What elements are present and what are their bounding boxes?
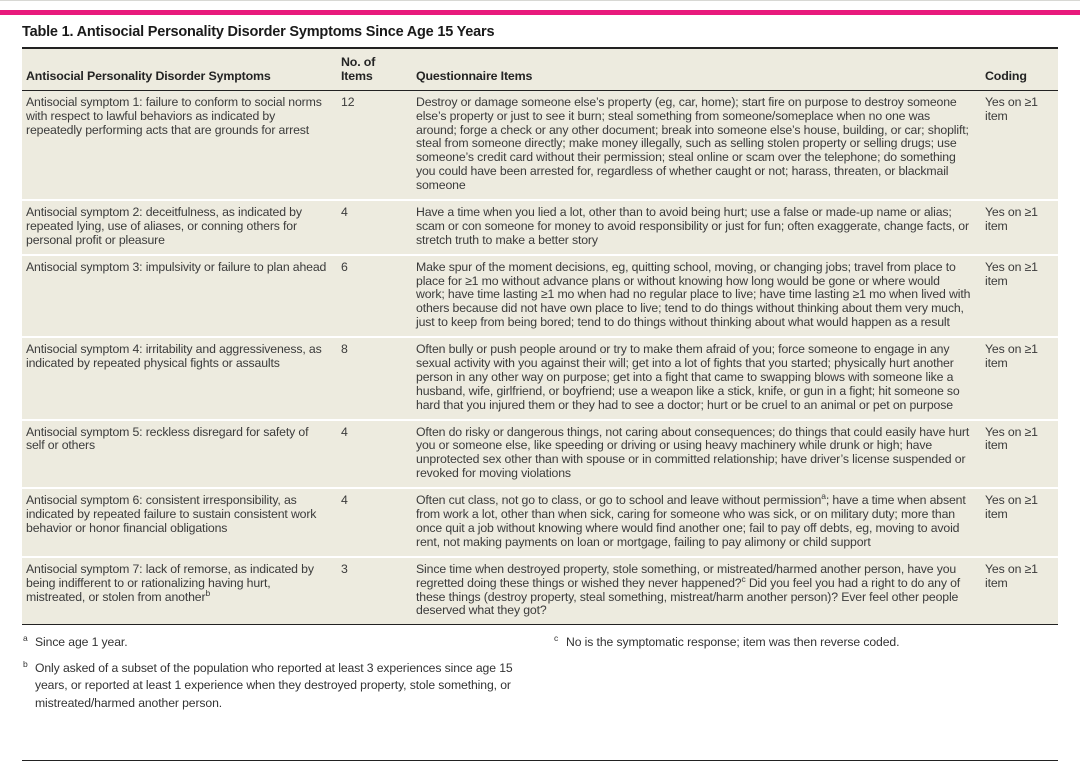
symptom-cell: [22, 489, 337, 556]
table-header-row: [22, 47, 1058, 91]
text-segment: Often do risky or dangerous things, not caring about consequences; do things that could easily have hurt you or someone else, like speeding or driving or using heavy machinery while drunk or high; have unprotected sex other than with spouse or in committed relationship; have driver’s license suspended or revoked for moving violations: [416, 424, 970, 481]
footnote-text: Only asked of a subset of the population who reported at least 3 experiences since age 15 years, or reported at least 1 experience when they destroyed property, stole something, or mistreated/harmed another person.: [35, 661, 513, 710]
text-segment: Antisocial symptom 6: consistent irresponsibility, as indicated by repeated failure to sustain consistent work behavior or honor financial obligations: [26, 493, 317, 535]
footnote-marker: b: [205, 587, 211, 598]
num-items-cell: 6: [341, 259, 348, 274]
text-segment: Antisocial symptom 7: lack of remorse, as indicated by being indifferent to or rationalizing having hurt, mistreated, or stolen from another: [26, 561, 314, 604]
footnote-marker: c: [741, 573, 746, 584]
num-items-cell: 4: [341, 205, 348, 220]
footnotes: [22, 634, 1058, 720]
text-segment: Make spur of the moment decisions, eg, quitting school, moving, or changing jobs; travel from place to place for ≥1 mo without advance plans or without knowing how long would be gone or where would work; have time lasting ≥1 mo when had no regular place to live; have time lasting ≥1 mo when lived with others because did not have own place to live; tend to do things without thinking about them very much, just to keep from being bored; tend to do things without thinking about what would happen as a result: [416, 259, 971, 330]
table-row: [22, 487, 1058, 556]
header-symptoms: Antisocial Personality Disorder Symptoms: [26, 68, 271, 83]
num-items-cell: 4: [341, 493, 348, 508]
text-segment: Since time when destroyed property, stole something, or mistreated/harmed another person, have you regretted doing these things or wished they never happened?: [416, 561, 957, 590]
coding-cell: Yes on ≥1 item: [985, 205, 1038, 233]
header-coding: Coding: [985, 68, 1027, 83]
questionnaire-cell: [412, 489, 981, 556]
num-items-cell: 12: [341, 94, 355, 109]
num-items-cell: 8: [341, 342, 348, 357]
text-segment: Destroy or damage someone else’s property (eg, car, home); start fire on purpose to destroy someone else’s property or just to see it burn; steal something from someone/someplace when no one was around; forge a check or any other document; break into someone else’s house, building, or car; shoplift; steal from someone directly; make money illegally, such as selling stolen property or selling drugs; use someone’s credit card without their permission; steal online or scam over the telephone; do something you could have been arrested for, regardless of whether caught or not; harass, threaten, or blackmail someone: [416, 94, 969, 193]
coding-cell: Yes on ≥1 item: [985, 493, 1038, 522]
footnote-text: No is the symptomatic response; item was then reverse coded.: [566, 635, 900, 650]
questionnaire-cell: [412, 558, 981, 625]
top-hairline: [0, 0, 1080, 1]
footnote-text: Since age 1 year.: [35, 635, 128, 650]
text-segment: Often bully or push people around or try to make them afraid of you; force someone to engage in any sexual activity with you against their will; get into a lot of fights that you started; physically hurt another person in any other way on purpose; get into a fight that came to swapping blows with someone like a husband, wife, girlfriend, or boyfriend; use a weapon like a stick, knife, or gun in a fight; hit someone so hard that you injured them or they had to see a doctor; hurt or be cruel to an animal or pet on purpose: [416, 342, 960, 412]
table-row: [22, 199, 1058, 254]
questionnaire-cell: [412, 421, 981, 488]
table-title: Table 1. Antisocial Personality Disorder Symptoms Since Age 15 Years: [22, 24, 495, 40]
text-segment: Did you feel you had a right to do any of these things (destroy property, steal something, mistreat/harm another person)? Ever feel other people deserved what they got?: [416, 575, 961, 618]
num-items-cell: 4: [341, 424, 348, 439]
accent-bar: [0, 10, 1080, 15]
table-row: [22, 91, 1058, 199]
table-row: [22, 254, 1058, 336]
text-segment: ; have a time when absent from work a lot, other than when sick, caring for someone who was sick, or on military duty; more than once quit a job without knowing where would find another one; fail to pay off debts, eg, moving to avoid rent, not making payments on loan or mortgage, failing to pay alimony or child support: [416, 493, 966, 549]
text-segment: Antisocial symptom 2: deceitfulness, as indicated by repeated lying, use of aliases, or conning others for personal profit or pleasure: [26, 205, 302, 247]
bottom-rule: [22, 760, 1058, 761]
coding-cell: Yes on ≥1 item: [985, 259, 1038, 288]
num-items-cell: 3: [341, 561, 348, 576]
table-row: [22, 419, 1058, 488]
table-row: [22, 336, 1058, 418]
coding-cell: Yes on ≥1 item: [985, 94, 1038, 123]
symptom-cell: [22, 256, 337, 336]
symptom-cell: [22, 558, 337, 625]
symptom-cell: [22, 91, 337, 199]
text-segment: Have a time when you lied a lot, other than to avoid being hurt; use a false or made-up name or alias; scam or con someone for money to avoid responsibility or just for fun; often exaggerate, change facts, or stretch truth to make a better story: [416, 205, 969, 247]
questionnaire-cell: [412, 201, 981, 254]
footnote: c No is the symptomatic response; item was then reverse coded.: [554, 633, 900, 650]
text-segment: Often cut class, not go to class, or go to school and leave without permission: [416, 493, 822, 508]
symptom-cell: [22, 421, 337, 488]
footnotes-right-column: [553, 634, 1058, 660]
text-segment: Antisocial symptom 3: impulsivity or failure to plan ahead: [26, 259, 327, 274]
questionnaire-cell: [412, 91, 981, 199]
footnote: a Since age 1 year.: [23, 633, 128, 650]
symptom-cell: [22, 338, 337, 418]
text-segment: Antisocial symptom 5: reckless disregard for safety of self or others: [26, 424, 309, 453]
symptom-cell: [22, 201, 337, 254]
questionnaire-cell: [412, 256, 981, 336]
questionnaire-cell: [412, 338, 981, 418]
table-body: [22, 91, 1058, 626]
coding-cell: Yes on ≥1 item: [985, 424, 1038, 453]
symptoms-table: [22, 47, 1058, 625]
header-questionnaire-items: Questionnaire Items: [416, 68, 533, 83]
text-segment: Antisocial symptom 1: failure to conform to social norms with respect to lawful behaviors as indicated by repeatedly performing acts that are grounds for arrest: [26, 94, 322, 137]
footnotes-left-column: [22, 634, 527, 720]
coding-cell: Yes on ≥1 item: [985, 342, 1038, 371]
footnote-marker: a: [821, 491, 826, 502]
header-no-of-items: No. of Items: [341, 55, 376, 83]
text-segment: Antisocial symptom 4: irritability and aggressiveness, as indicated by repeated physical fights or assaults: [26, 342, 322, 371]
table-row: [22, 556, 1058, 625]
coding-cell: Yes on ≥1 item: [985, 561, 1038, 590]
footnote: b Only asked of a subset of the population who reported at least 3 experiences since age 15 years, or reported at least 1 experience when they destroyed property, stole something, or mistreated/harmed another person.: [23, 659, 513, 710]
